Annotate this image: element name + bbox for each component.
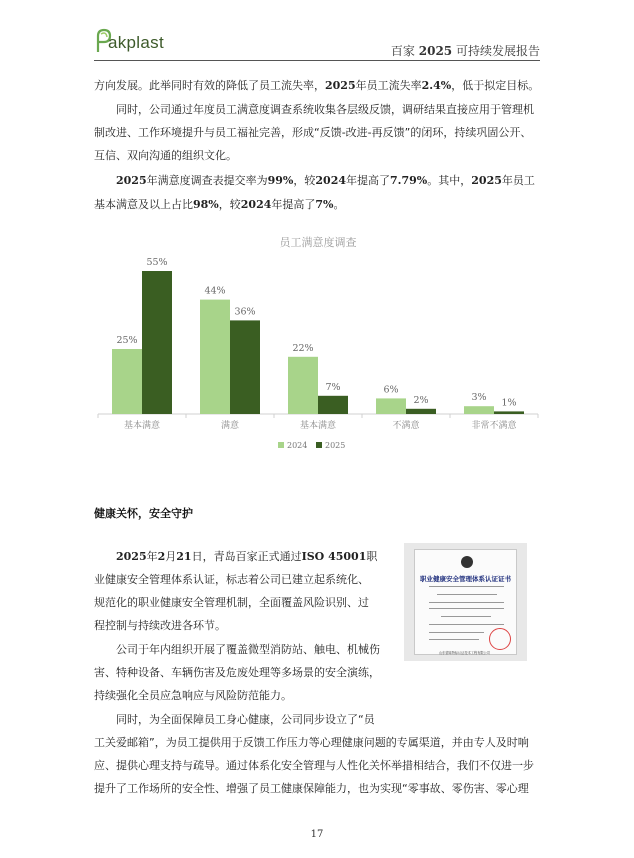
paragraph-iso-cert-line3: 规范化的职业健康安全管理机制，全面覆盖风险识别、过 — [94, 596, 369, 609]
data-label-2025-5: 1% — [501, 397, 517, 409]
paragraph-iso-cert-line2: 业健康安全管理体系认证，标志着公司已建立起系统化、 — [94, 573, 369, 586]
paragraph-survey-system-line2: 制改进、工作环境提升与员工福祉完善，形成“反馈-改进-再反馈”的闭环，持续巩固公开、 — [94, 126, 532, 139]
bar-2025-2 — [230, 320, 260, 414]
bar-2025-4 — [406, 409, 436, 414]
paragraph-care-mailbox: 同时，为全面保障员工身心健康，公司同步设立了“员 — [116, 713, 375, 726]
bar-2025-5 — [494, 411, 524, 414]
report-title: 百家 2025 可持续发展报告 — [390, 44, 540, 58]
paragraph-care-mailbox-line4: 提升了工作场所的安全性、增强了员工健康保障能力，也为实现“零事故、零伤害、零心理 — [94, 782, 529, 795]
paragraph-safety-drills: 公司于年内组织开展了覆盖微型消防站、触电、机械伤 — [116, 643, 380, 656]
category-label-5: 非常不满意 — [471, 421, 517, 431]
data-label-2025-3: 7% — [325, 381, 341, 393]
certification-badge-icon — [461, 556, 473, 568]
paragraph-iso-cert-line4: 程控制与持续改进各环节。 — [94, 619, 226, 632]
category-label-4: 不满意 — [392, 421, 420, 431]
paragraph-iso-cert: 2025年2月21日，青岛百家正式通过ISO 45001职 — [116, 550, 378, 563]
red-seal-stamp — [489, 628, 511, 650]
satisfaction-chart — [94, 228, 542, 458]
legend-label-2024: 2024 — [287, 441, 308, 450]
data-label-2024-2: 44% — [204, 285, 226, 297]
data-label-2024-4: 6% — [383, 384, 399, 396]
legend-swatch-2024 — [278, 442, 284, 448]
page-number: 17 — [310, 829, 324, 840]
data-label-2025-2: 36% — [234, 306, 256, 318]
data-label-2025-4: 2% — [413, 394, 429, 406]
bar-2024-5 — [464, 406, 494, 414]
header-divider — [94, 60, 540, 61]
bar-2024-3 — [288, 357, 318, 414]
iso-certificate-image — [404, 543, 527, 661]
data-label-2025-1: 55% — [146, 257, 168, 268]
legend-label-2025: 2025 — [325, 441, 346, 450]
certificate-paper — [414, 549, 517, 655]
paragraph-survey-system: 同时，公司通过年度员工满意度调查系统收集各层级反馈，调研结果直接应用于管理机 — [116, 103, 534, 116]
paragraph-safety-drills-line2: 害、特种设备、车辆伤害及危废处理等多场景的安全演练， — [94, 666, 380, 679]
logo-text: akplast — [108, 33, 164, 52]
paragraph-safety-drills-line3: 持续强化全员应急响应与风险防范能力。 — [94, 689, 292, 702]
paragraph-turnover: 方向发展。此举同时有效的降低了员工流失率，2025年员工流失率2.4%，低于拟定目标。 — [94, 79, 540, 92]
bar-2024-2 — [200, 300, 230, 414]
paragraph-survey-results-line2: 基本满意及以上占比98%，较2024年提高了7%。 — [94, 198, 345, 211]
bar-2024-4 — [376, 398, 406, 414]
data-label-2024-1: 25% — [116, 335, 138, 346]
paragraph-survey-system-line3: 互信、双向沟通的组织文化。 — [94, 149, 237, 162]
bar-2024-1 — [112, 349, 142, 414]
paragraph-care-mailbox-line3: 应、提供心理支持与疏导。通过体系化安全管理与人性化关怀举措相结合，我们不仅进一步 — [94, 759, 534, 772]
paragraph-survey-results: 2025年满意度调查表提交率为99%，较2024年提高了7.79%。其中，2025年员工 — [116, 174, 535, 187]
section-heading: 健康关怀，安全守护 — [94, 507, 193, 520]
data-label-2024-5: 3% — [471, 392, 487, 404]
category-label-2: 满意 — [220, 421, 240, 431]
paragraph-care-mailbox-line2: 工关爱邮箱”，为员工提供用于反馈工作压力等心理健康问题的专属渠道，并由专人及时响 — [94, 736, 529, 749]
bar-2025-3 — [318, 396, 348, 414]
chart-title: 员工满意度调查 — [279, 236, 357, 249]
legend-swatch-2025 — [316, 442, 322, 448]
data-label-2024-3: 22% — [292, 342, 314, 354]
certificate-issuer: 山东德赛特标认证技术工程有限公司 — [439, 651, 490, 655]
category-label-3: 基本满意 — [299, 421, 337, 431]
category-label-1: 基本满意 — [123, 421, 161, 431]
bar-2025-1 — [142, 271, 172, 414]
certificate-title: 职业健康安全管理体系认证证书 — [420, 575, 511, 583]
